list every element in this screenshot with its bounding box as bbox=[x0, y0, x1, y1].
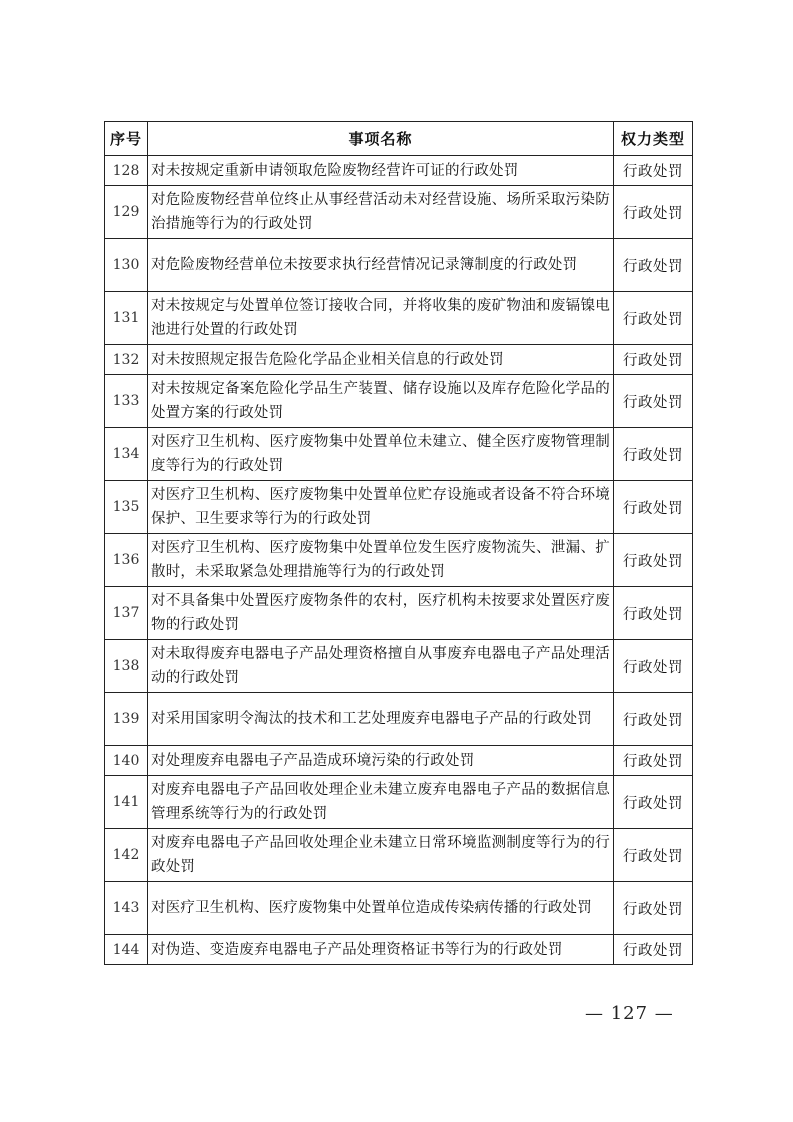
table-row bbox=[105, 746, 693, 776]
header-serial-number: 序号 bbox=[105, 122, 148, 156]
row-item-name: 对未按规定备案危险化学品生产装置、储存设施以及库存危险化学品的处置方案的行政处罚 bbox=[148, 375, 614, 428]
row-power-type: 行政处罚 bbox=[614, 935, 693, 965]
row-power-type: 行政处罚 bbox=[614, 882, 693, 935]
table-row bbox=[105, 776, 693, 829]
row-item-name: 对废弃电器电子产品回收处理企业未建立废弃电器电子产品的数据信息管理系统等行为的行政处罚 bbox=[148, 776, 614, 829]
row-power-type: 行政处罚 bbox=[614, 693, 693, 746]
row-item-name: 对伪造、变造废弃电器电子产品处理资格证书等行为的行政处罚 bbox=[148, 935, 614, 965]
row-power-type: 行政处罚 bbox=[614, 186, 693, 239]
table-row bbox=[105, 345, 693, 375]
row-serial-number: 136 bbox=[105, 534, 148, 587]
table-row bbox=[105, 375, 693, 428]
power-list-table bbox=[104, 121, 693, 965]
row-item-name: 对危险废物经营单位未按要求执行经营情况记录簿制度的行政处罚 bbox=[148, 239, 614, 292]
row-serial-number: 131 bbox=[105, 292, 148, 345]
row-item-name: 对不具备集中处置医疗废物条件的农村，医疗机构未按要求处置医疗废物的行政处罚 bbox=[148, 587, 614, 640]
row-item-name: 对危险废物经营单位终止从事经营活动未对经营设施、场所采取污染防治措施等行为的行政处罚 bbox=[148, 186, 614, 239]
table-row bbox=[105, 829, 693, 882]
row-power-type: 行政处罚 bbox=[614, 534, 693, 587]
table-row bbox=[105, 640, 693, 693]
row-serial-number: 129 bbox=[105, 186, 148, 239]
row-power-type: 行政处罚 bbox=[614, 829, 693, 882]
row-power-type: 行政处罚 bbox=[614, 345, 693, 375]
table-row bbox=[105, 156, 693, 186]
row-power-type: 行政处罚 bbox=[614, 428, 693, 481]
row-item-name: 对医疗卫生机构、医疗废物集中处置单位贮存设施或者设备不符合环境保护、卫生要求等行为的行政处罚 bbox=[148, 481, 614, 534]
row-serial-number: 133 bbox=[105, 375, 148, 428]
row-item-name: 对未按规定与处置单位签订接收合同，并将收集的废矿物油和废镉镍电池进行处置的行政处罚 bbox=[148, 292, 614, 345]
row-power-type: 行政处罚 bbox=[614, 481, 693, 534]
row-serial-number: 140 bbox=[105, 746, 148, 776]
table-row bbox=[105, 292, 693, 345]
row-power-type: 行政处罚 bbox=[614, 156, 693, 186]
row-power-type: 行政处罚 bbox=[614, 746, 693, 776]
table-row bbox=[105, 882, 693, 935]
row-power-type: 行政处罚 bbox=[614, 239, 693, 292]
table-row bbox=[105, 186, 693, 239]
row-item-name: 对采用国家明令淘汰的技术和工艺处理废弃电器电子产品的行政处罚 bbox=[148, 693, 614, 746]
row-serial-number: 143 bbox=[105, 882, 148, 935]
header-power-type: 权力类型 bbox=[614, 122, 693, 156]
row-item-name: 对未按照规定报告危险化学品企业相关信息的行政处罚 bbox=[148, 345, 614, 375]
table-row bbox=[105, 935, 693, 965]
row-item-name: 对未取得废弃电器电子产品处理资格擅自从事废弃电器电子产品处理活动的行政处罚 bbox=[148, 640, 614, 693]
page-number: — 127 — bbox=[585, 1003, 674, 1024]
row-power-type: 行政处罚 bbox=[614, 776, 693, 829]
row-serial-number: 139 bbox=[105, 693, 148, 746]
row-power-type: 行政处罚 bbox=[614, 640, 693, 693]
row-item-name: 对医疗卫生机构、医疗废物集中处置单位发生医疗废物流失、泄漏、扩散时，未采取紧急处理措施等行为的行政处罚 bbox=[148, 534, 614, 587]
row-serial-number: 142 bbox=[105, 829, 148, 882]
table-row bbox=[105, 239, 693, 292]
row-serial-number: 141 bbox=[105, 776, 148, 829]
row-power-type: 行政处罚 bbox=[614, 292, 693, 345]
row-power-type: 行政处罚 bbox=[614, 587, 693, 640]
row-serial-number: 134 bbox=[105, 428, 148, 481]
row-serial-number: 137 bbox=[105, 587, 148, 640]
row-item-name: 对废弃电器电子产品回收处理企业未建立日常环境监测制度等行为的行政处罚 bbox=[148, 829, 614, 882]
row-serial-number: 135 bbox=[105, 481, 148, 534]
row-serial-number: 132 bbox=[105, 345, 148, 375]
row-item-name: 对医疗卫生机构、医疗废物集中处置单位未建立、健全医疗废物管理制度等行为的行政处罚 bbox=[148, 428, 614, 481]
row-serial-number: 130 bbox=[105, 239, 148, 292]
header-item-name: 事项名称 bbox=[148, 122, 614, 156]
row-serial-number: 144 bbox=[105, 935, 148, 965]
row-item-name: 对未按规定重新申请领取危险废物经营许可证的行政处罚 bbox=[148, 156, 614, 186]
table-row bbox=[105, 481, 693, 534]
row-serial-number: 138 bbox=[105, 640, 148, 693]
row-power-type: 行政处罚 bbox=[614, 375, 693, 428]
table-header-row bbox=[105, 122, 693, 156]
table-row bbox=[105, 534, 693, 587]
table-body bbox=[105, 156, 693, 965]
row-item-name: 对处理废弃电器电子产品造成环境污染的行政处罚 bbox=[148, 746, 614, 776]
table-row bbox=[105, 428, 693, 481]
table-row bbox=[105, 587, 693, 640]
row-serial-number: 128 bbox=[105, 156, 148, 186]
row-item-name: 对医疗卫生机构、医疗废物集中处置单位造成传染病传播的行政处罚 bbox=[148, 882, 614, 935]
table-row bbox=[105, 693, 693, 746]
